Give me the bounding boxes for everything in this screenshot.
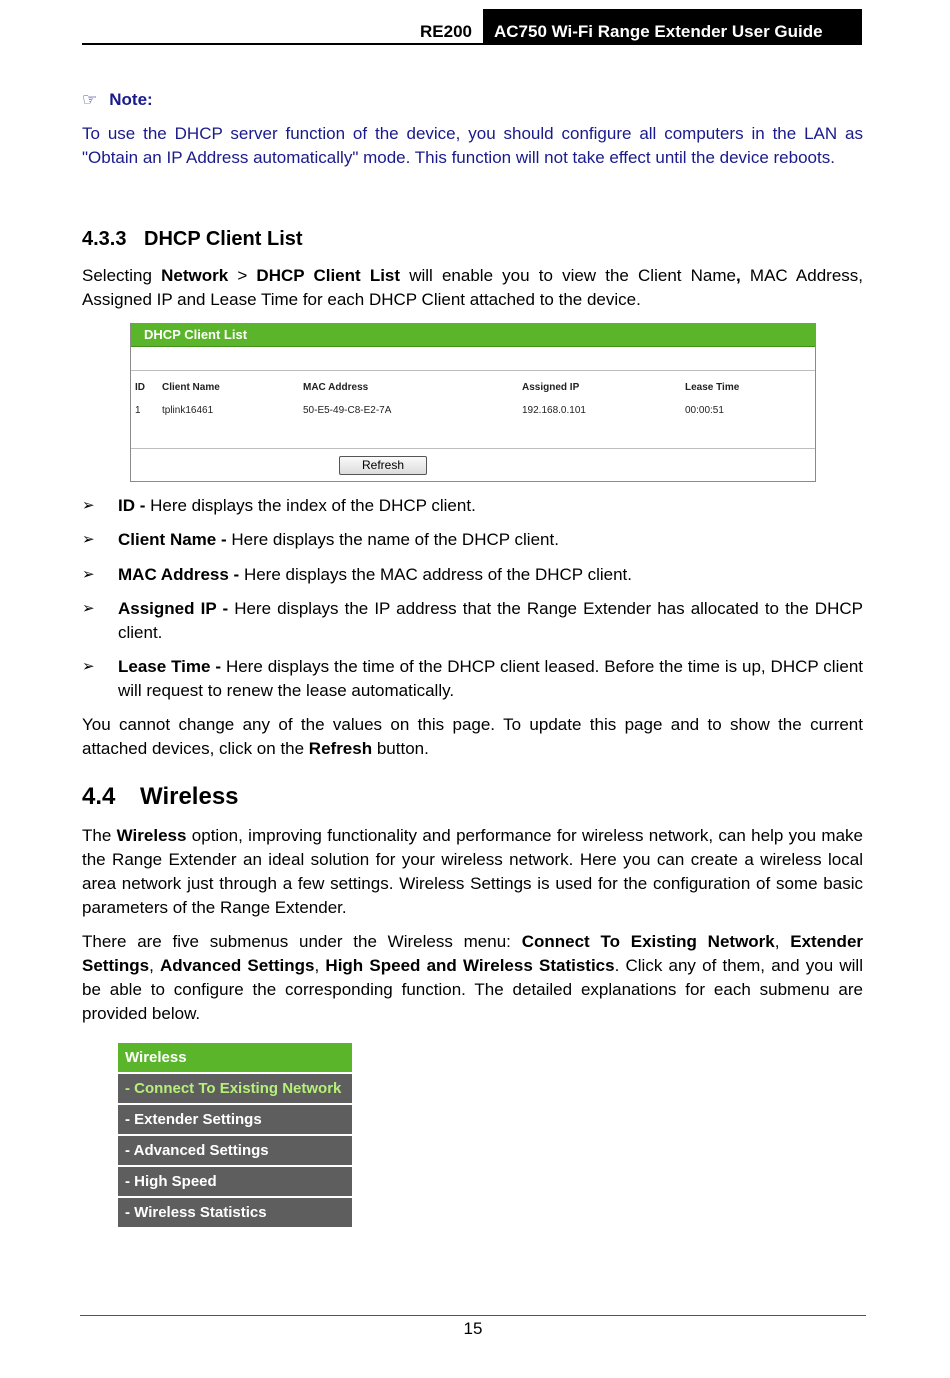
bold-run: Extender Settings bbox=[82, 932, 864, 975]
bullet-description: Here displays the time of the DHCP client leased. Before the time is up, DHCP client will request to renew the lease automatically. bbox=[118, 657, 863, 700]
footer-rule bbox=[80, 1315, 866, 1316]
bullet-arrow-icon: ➢ bbox=[82, 531, 95, 548]
column-header-assigned-ip: Assigned IP bbox=[522, 382, 580, 393]
page-number: 15 bbox=[463, 1319, 483, 1338]
text-run: button. bbox=[372, 739, 429, 758]
bullet-arrow-icon: ➢ bbox=[82, 497, 95, 514]
bullet-term: MAC Address - bbox=[118, 565, 244, 584]
bullet-item bbox=[82, 528, 863, 552]
menu-item-advanced-settings[interactable]: - Advanced Settings bbox=[118, 1136, 352, 1165]
menu-item-extender-settings[interactable]: - Extender Settings bbox=[118, 1105, 352, 1134]
bullet-arrow-icon: ➢ bbox=[82, 658, 95, 675]
bullet-item bbox=[82, 563, 863, 587]
column-header-mac-address: MAC Address bbox=[303, 382, 369, 393]
text-run: You cannot change any of the values on this page. To update this page and to show the current attached devices, click on the bbox=[82, 715, 863, 758]
pointing-hand-icon: ☞ bbox=[82, 90, 98, 109]
section-title: Wireless bbox=[140, 783, 239, 810]
note-heading bbox=[82, 90, 153, 110]
bullet-term: Lease Time - bbox=[118, 657, 226, 676]
divider bbox=[131, 370, 815, 371]
bold-run: Connect To Existing Network bbox=[521, 932, 775, 951]
section-number: 4.3.3 bbox=[82, 228, 127, 250]
bullet-description: Here displays the IP address that the Range Extender has allocated to the DHCP client. bbox=[118, 599, 863, 642]
bullet-arrow-icon: ➢ bbox=[82, 600, 95, 617]
wireless-submenus-paragraph bbox=[82, 930, 863, 1026]
text-run: will enable you to view the Client Name bbox=[400, 266, 737, 285]
refresh-button[interactable]: Refresh bbox=[339, 456, 427, 475]
note-text: To use the DHCP server function of the device, you should configure all computers in the LAN as "Obtain an IP Address automatically" mode. This function will not take effect until the device reboots. bbox=[82, 124, 863, 167]
wireless-menu bbox=[118, 1043, 352, 1229]
bullet-item bbox=[82, 655, 863, 703]
text-run: , bbox=[314, 956, 326, 975]
bullet-item bbox=[82, 494, 863, 518]
text-run: , bbox=[149, 956, 160, 975]
table-cell-mac-address: 50-E5-49-C8-E2-7A bbox=[303, 405, 392, 416]
bullet-item bbox=[82, 597, 863, 645]
bullet-term: Client Name - bbox=[118, 530, 232, 549]
bold-run: Wireless bbox=[116, 826, 187, 845]
menu-item-connect-to-existing-network[interactable]: - Connect To Existing Network bbox=[118, 1074, 352, 1103]
text-run: There are five submenus under the Wireless menu: bbox=[82, 932, 522, 951]
text-run: , bbox=[774, 932, 791, 951]
text-run: option, improving functionality and performance for wireless network, can help you make the Range Extender an ideal solution for your wireless network. Here you can create a wireless local area network just through a few settings. Wireless Settings is used for the configuration of some basic parameters of the Range Extender. bbox=[82, 826, 863, 917]
panel-title-bar bbox=[131, 324, 815, 347]
text-run: . Click any of them, and you will be able to configure the corresponding function. The detailed explanations for each submenu are provided below. bbox=[82, 956, 863, 1023]
divider bbox=[131, 448, 815, 449]
table-cell-lease-time: 00:00:51 bbox=[685, 405, 724, 416]
text-run: The bbox=[82, 826, 117, 845]
section-title: DHCP Client List bbox=[144, 228, 303, 250]
bullet-term: ID - bbox=[118, 496, 151, 515]
section-number: 4.4 bbox=[82, 783, 116, 810]
bullet-description: Here displays the name of the DHCP client. bbox=[231, 530, 559, 549]
bullet-arrow-icon: ➢ bbox=[82, 566, 95, 583]
bold-run: Advanced Settings bbox=[159, 956, 315, 975]
header-rule bbox=[82, 43, 862, 45]
menu-item-wireless-statistics[interactable]: - Wireless Statistics bbox=[118, 1198, 352, 1227]
panel-title: DHCP Client List bbox=[144, 327, 248, 342]
wireless-intro-paragraph bbox=[82, 824, 863, 920]
bold-run: Refresh bbox=[308, 739, 373, 758]
section-heading-4-3-3 bbox=[82, 228, 303, 251]
table-cell-assigned-ip: 192.168.0.101 bbox=[522, 405, 586, 416]
column-header-id: ID bbox=[135, 382, 145, 393]
bold-run: High Speed and Wireless Statistics bbox=[325, 956, 615, 975]
bold-run: Network bbox=[161, 266, 229, 285]
menu-item-high-speed[interactable]: - High Speed bbox=[118, 1167, 352, 1196]
table-cell-client-name: tplink16461 bbox=[162, 405, 214, 416]
text-run: > bbox=[228, 266, 257, 285]
refresh-note-paragraph bbox=[82, 713, 863, 761]
bullet-term: Assigned IP - bbox=[118, 599, 235, 618]
dhcp-client-list-panel bbox=[130, 323, 816, 482]
note-label: Note: bbox=[109, 90, 153, 109]
text-run: Selecting bbox=[82, 266, 162, 285]
header-model: RE200 bbox=[420, 22, 472, 41]
section-heading-4-4 bbox=[82, 783, 239, 811]
bullet-description: Here displays the index of the DHCP client. bbox=[150, 496, 476, 515]
bullet-description: Here displays the MAC address of the DHCP client. bbox=[243, 565, 632, 584]
column-header-lease-time: Lease Time bbox=[685, 382, 740, 393]
table-cell-id: 1 bbox=[135, 405, 141, 416]
column-header-client-name: Client Name bbox=[162, 382, 220, 393]
header-guide-title: AC750 Wi-Fi Range Extender User Guide bbox=[494, 22, 823, 41]
bold-run: DHCP Client List bbox=[256, 266, 401, 285]
text-run: MAC Address, Assigned IP and Lease Time for each DHCP Client attached to the device. bbox=[82, 266, 863, 309]
dhcp-intro-paragraph bbox=[82, 264, 863, 312]
bold-run: , bbox=[736, 266, 741, 285]
menu-title-wireless[interactable]: Wireless bbox=[118, 1043, 352, 1072]
